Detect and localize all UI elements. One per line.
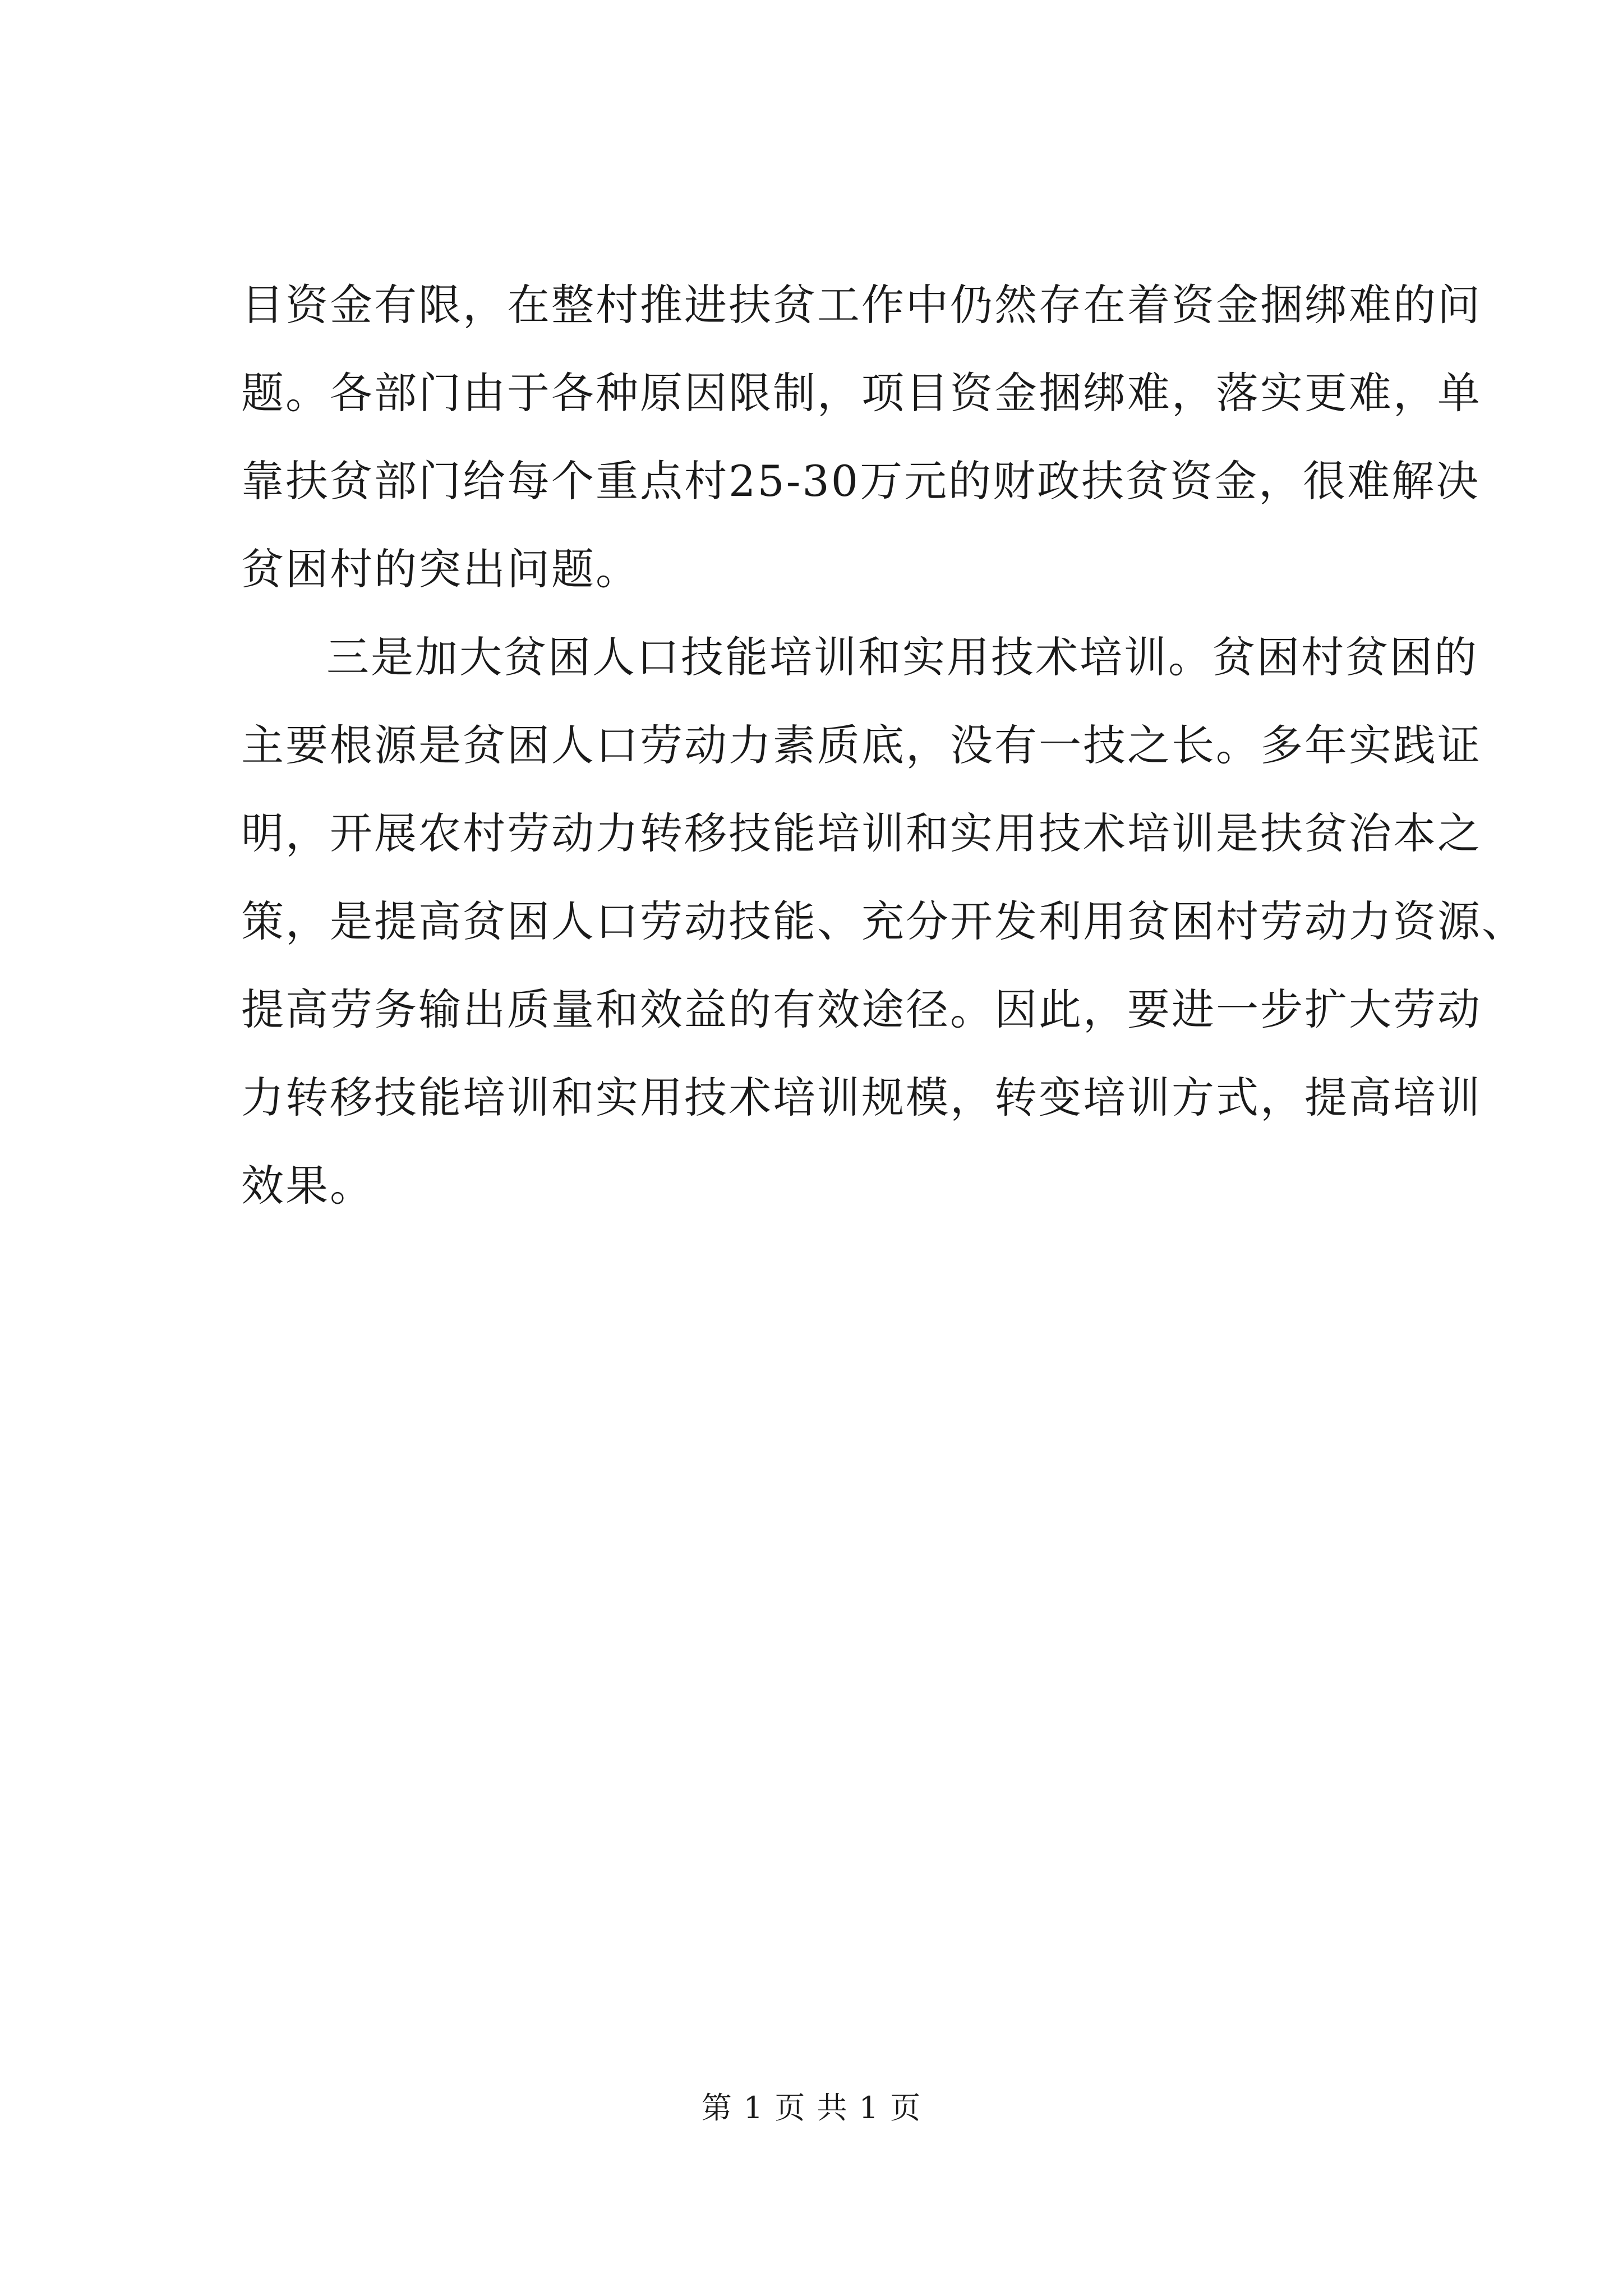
document-body bbox=[241, 261, 1526, 1230]
text-line: 效果。 bbox=[241, 1161, 374, 1211]
text-line: 提高劳务输出质量和效益的有效途径。因此，要进一步扩大劳动 bbox=[241, 984, 1482, 1034]
text-line: 靠扶贫部门给每个重点村25-30万元的财政扶贫资金，很难解决 bbox=[241, 456, 1481, 506]
text-line: 策，是提高贫困人口劳动技能、充分开发利用贫困村劳动力资源、 bbox=[241, 896, 1526, 946]
text-line: 题。各部门由于各种原因限制，项目资金捆绑难，落实更难，单 bbox=[241, 368, 1482, 418]
page-footer: 第 1 页 共 1 页 bbox=[701, 2090, 922, 2125]
text-line: 力转移技能培训和实用技术培训规模，转变培训方式，提高培训 bbox=[241, 1073, 1482, 1122]
text-line: 主要根源是贫困人口劳动力素质底，没有一技之长。多年实践证 bbox=[241, 720, 1482, 770]
paragraph-1 bbox=[241, 261, 1482, 613]
text-line: 三是加大贫困人口技能培训和实用技术培训。贫困村贫困的 bbox=[326, 632, 1478, 682]
paragraph-2 bbox=[241, 613, 1526, 1230]
text-line: 明，开展农村劳动力转移技能培训和实用技术培训是扶贫治本之 bbox=[241, 808, 1482, 858]
text-line: 贫困村的突出问题。 bbox=[241, 544, 640, 594]
text-line: 目资金有限，在整村推进扶贫工作中仍然存在着资金捆绑难的问 bbox=[241, 280, 1482, 330]
